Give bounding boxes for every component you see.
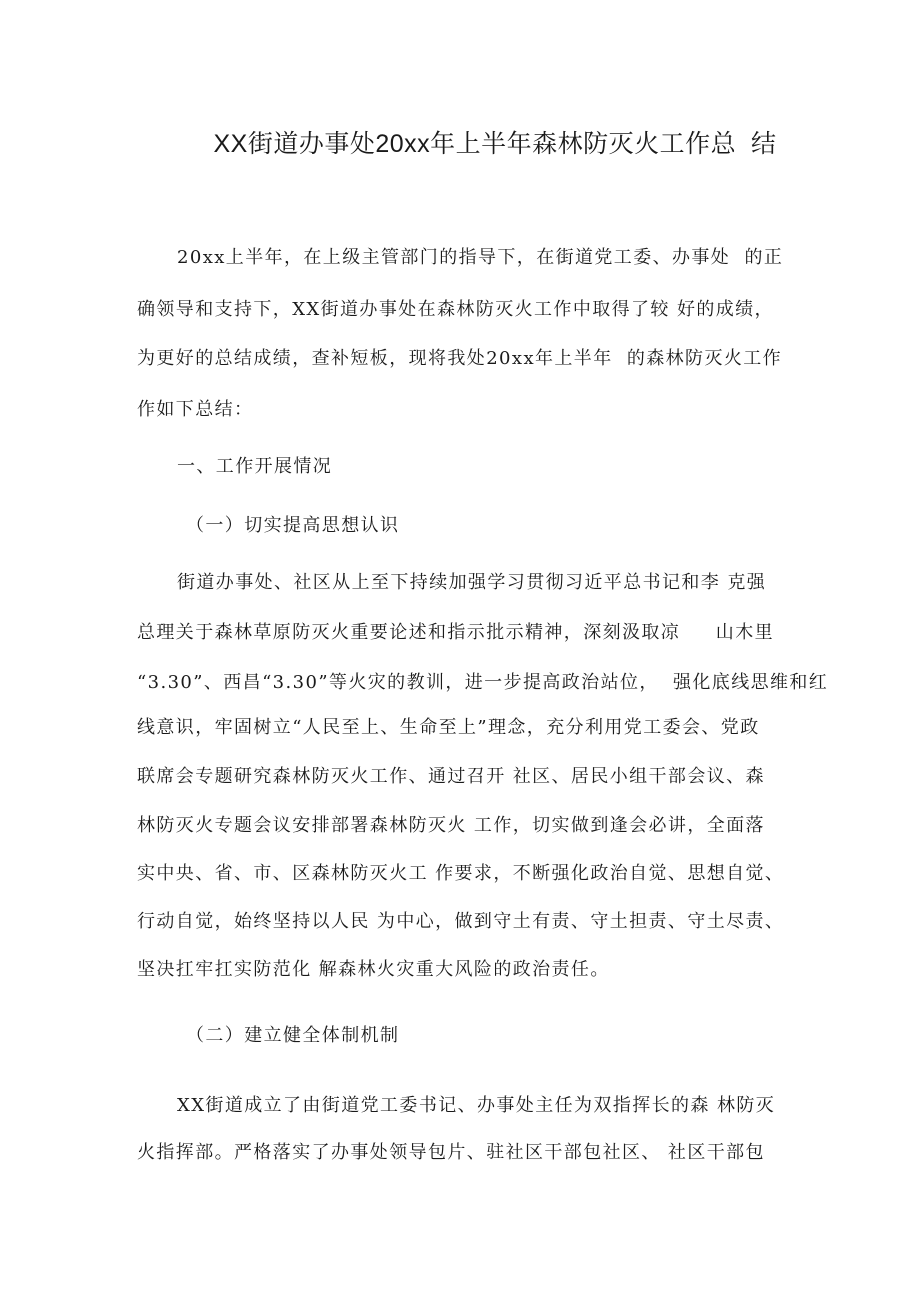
- body-line-11: 火指挥部。严格落实了办事处领导包片、驻社区干部包社区、 社区干部包: [137, 1142, 765, 1163]
- intro-line-4: 作如下总结：: [137, 399, 254, 420]
- document-title: XX街道办事处20xx年上半年森林防灭火工作总 结: [213, 130, 777, 158]
- subsection-heading-2: （二）建立健全体制机制: [186, 1025, 400, 1046]
- body-line-3: “3.30”、西昌“3.30”等火灾的教训，进一步提高政治站位， 强化底线思维和红: [137, 672, 829, 693]
- body-line-8: 行动自觉，始终坚持以人民 为中心，做到守土有责、守土担责、守土尽责、: [137, 911, 785, 932]
- intro-line-1: 20xx上半年，在上级主管部门的指导下，在街道党工委、办事处 的正: [177, 247, 784, 268]
- body-line-1: 街道办事处、社区从上至下持续加强学习贯彻习近平总书记和李 克强: [177, 572, 767, 593]
- intro-line-2: 确领导和支持下，XX街道办事处在森林防灭火工作中取得了较 好的成绩，: [137, 299, 774, 320]
- subsection-heading-1: （一）切实提高思想认识: [186, 515, 400, 536]
- body-line-10: XX街道成立了由街道党工委书记、办事处主任为双指挥长的森 林防灭: [177, 1095, 776, 1116]
- section-heading: 一、工作开展情况: [177, 456, 333, 477]
- body-line-9: 坚决扛牢扛实防范化 解森林火灾重大风险的政治责任。: [137, 959, 610, 980]
- intro-line-3: 为更好的总结成绩，查补短板，现将我处20xx年上半年 的森林防灭火工作: [137, 348, 783, 369]
- body-line-4: 线意识，牢固树立“人民至上、生命至上”理念，充分利用党工委会、党政: [137, 717, 760, 738]
- body-line-5: 联席会专题研究森林防灭火工作、通过召开 社区、居民小组干部会议、森: [137, 766, 765, 787]
- body-line-2: 总理关于森林草原防灭火重要论述和指示批示精神，深刻汲取凉 山木里: [137, 622, 775, 643]
- body-line-7: 实中央、省、市、区森林防灭火工 作要求，不断强化政治自觉、思想自觉、: [137, 863, 785, 884]
- body-line-6: 林防灭火专题会议安排部署森林防灭火 工作，切实做到逢会必讲，全面落: [137, 815, 765, 836]
